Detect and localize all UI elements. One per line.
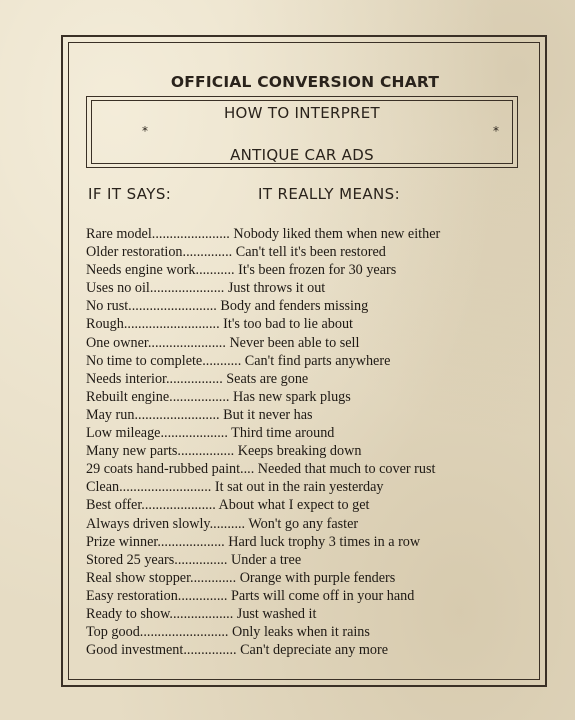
list-item xyxy=(86,388,526,406)
dot-leader: ............... xyxy=(174,551,228,568)
dot-leader: ........... xyxy=(195,262,235,279)
list-item xyxy=(86,315,526,333)
list-item xyxy=(86,515,526,533)
says-text: No rust xyxy=(86,298,129,315)
list-item xyxy=(86,460,526,478)
means-text: Body and fenders missing xyxy=(220,298,369,315)
dot-leader: ........... xyxy=(202,352,242,369)
column-header-means: IT REALLY MEANS: xyxy=(258,185,401,203)
list-item xyxy=(86,587,526,605)
means-text: It sat out in the rain yesterday xyxy=(214,479,384,496)
says-text: Easy restoration xyxy=(86,587,178,604)
dot-leader: .............. xyxy=(182,244,233,261)
list-item xyxy=(86,641,526,659)
dot-leader: ..................... xyxy=(141,497,216,514)
dot-leader: ......................... xyxy=(139,624,229,641)
says-text: Always driven slowly xyxy=(86,515,210,532)
dot-leader: .................. xyxy=(169,605,234,622)
says-text: Real show stopper xyxy=(86,569,191,586)
dot-leader: .......... xyxy=(209,515,246,532)
says-text: No time to complete xyxy=(86,352,203,369)
means-text: Can't find parts anywhere xyxy=(244,352,391,369)
says-text: Good investment xyxy=(86,642,184,659)
says-text: Stored 25 years xyxy=(86,551,175,568)
says-text: One owner xyxy=(86,334,148,351)
dot-leader: ................... xyxy=(157,533,225,550)
list-item xyxy=(86,297,526,315)
means-text: Won't go any faster xyxy=(248,515,359,532)
says-text: Needs engine work xyxy=(86,262,196,279)
dot-leader: ........................... xyxy=(123,316,220,333)
dot-leader: ................ xyxy=(165,370,223,387)
says-text: Rare model xyxy=(86,226,152,242)
means-text: It's too bad to lie about xyxy=(223,316,353,333)
means-text: Can't tell it's been restored xyxy=(235,244,386,261)
means-text: Seats are gone xyxy=(226,370,309,387)
dot-leader: ................. xyxy=(169,388,230,405)
list-item xyxy=(86,225,526,243)
means-text: Just washed it xyxy=(236,605,317,622)
means-text: Orange with purple fenders xyxy=(239,569,396,586)
page-title: OFFICIAL CONVERSION CHART xyxy=(170,73,440,91)
dot-leader: ...................... xyxy=(147,334,226,351)
dot-leader: ...................... xyxy=(151,226,230,242)
means-text: Hard luck trophy 3 times in a row xyxy=(228,533,421,550)
means-text: Needed that much to cover rust xyxy=(257,461,436,478)
list-item xyxy=(86,623,526,641)
dot-leader: ..................... xyxy=(149,280,225,297)
list-item xyxy=(86,334,526,352)
means-text: Keeps breaking down xyxy=(237,443,362,460)
says-text: May run xyxy=(86,406,135,423)
says-text: Rough xyxy=(86,316,124,333)
says-text: Prize winner xyxy=(86,533,158,550)
says-text: Rebuilt engine xyxy=(86,388,170,405)
says-text: Ready to show xyxy=(86,605,170,622)
dot-leader: ........................ xyxy=(134,406,220,423)
means-text: It's been frozen for 30 years xyxy=(238,262,397,279)
means-text: But it never has xyxy=(223,406,313,423)
means-text: Only leaks when it rains xyxy=(232,624,370,641)
list-item xyxy=(86,352,526,370)
heading-box-line2: ANTIQUE CAR ADS xyxy=(230,146,374,164)
means-text: Has new spark plugs xyxy=(232,388,351,405)
asterisk-icon: * xyxy=(493,124,499,138)
heading-box-line1: HOW TO INTERPRET xyxy=(223,104,381,122)
list-item xyxy=(86,496,526,514)
list-item xyxy=(86,261,526,279)
dot-leader: ............... xyxy=(183,642,237,659)
list-item xyxy=(86,569,526,587)
dot-leader: .... xyxy=(240,461,255,478)
dot-leader: .............. xyxy=(177,587,228,604)
means-text: Third time around xyxy=(231,425,335,442)
says-text: Many new parts xyxy=(86,443,178,460)
dot-leader: .......................... xyxy=(119,479,212,496)
column-header-says: IF IT SAYS: xyxy=(88,185,172,203)
conversion-list xyxy=(86,225,526,659)
says-text: Clean xyxy=(86,479,120,496)
says-text: Best offer xyxy=(86,497,142,514)
dot-leader: ................ xyxy=(177,443,235,460)
says-text: Uses no oil xyxy=(86,280,150,297)
says-text: Low mileage xyxy=(86,425,161,442)
means-text: Parts will come off in your hand xyxy=(231,587,415,604)
asterisk-icon: * xyxy=(142,124,148,138)
list-item xyxy=(86,406,526,424)
list-item xyxy=(86,243,526,261)
list-item xyxy=(86,605,526,623)
dot-leader: ......................... xyxy=(128,298,217,315)
says-text: Top good xyxy=(86,624,140,641)
says-text: Needs interior xyxy=(86,370,166,387)
list-item xyxy=(86,442,526,460)
dot-leader: ............. xyxy=(190,569,237,586)
means-text: Just throws it out xyxy=(227,280,326,297)
says-text: Older restoration xyxy=(86,244,183,261)
list-item xyxy=(86,424,526,442)
means-text: Never been able to sell xyxy=(229,334,360,351)
means-text: Nobody liked them when new either xyxy=(233,226,441,242)
list-item xyxy=(86,533,526,551)
list-item xyxy=(86,279,526,297)
says-text: 29 coats hand-rubbed paint xyxy=(86,461,241,478)
list-item xyxy=(86,370,526,388)
means-text: Under a tree xyxy=(231,551,302,568)
means-text: About what I expect to get xyxy=(218,497,370,514)
dot-leader: ................... xyxy=(160,425,228,442)
list-item xyxy=(86,478,526,496)
list-item xyxy=(86,551,526,569)
means-text: Can't depreciate any more xyxy=(240,642,389,659)
